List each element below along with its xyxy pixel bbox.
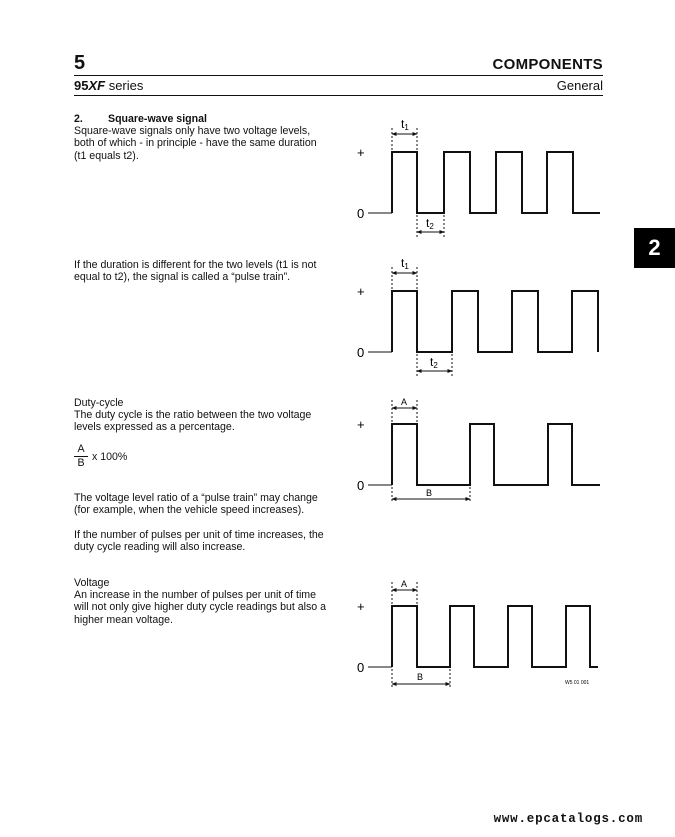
chapter-tab: 2 (634, 228, 675, 268)
voltage-title: Voltage (74, 577, 110, 589)
b-label: B (417, 672, 424, 682)
plus-label: + (357, 599, 365, 614)
b-label: B (426, 488, 433, 498)
plus-label: + (357, 284, 365, 299)
zero-label: 0 (357, 206, 365, 221)
formula-denominator: B (77, 457, 85, 469)
voltage-waveform (392, 606, 598, 667)
paragraph-pulse-train: If the duration is different for the two levels (t1 is not equal to t2), the signal is called a “pulse train”. (74, 259, 317, 284)
a-label: A (401, 397, 408, 407)
duty-cycle-text: The duty cycle is the ratio between the two voltage levels expressed as a percentage. (74, 409, 312, 434)
a-label: A (401, 579, 408, 589)
t2-label: t2 (430, 355, 438, 370)
voltage-text: An increase in the number of pulses per unit of time will not only give higher duty cycle readings but also a higher mean voltage. (74, 589, 327, 626)
pulse-train-waveform (392, 291, 598, 352)
paragraph-ratio-change: The voltage level ratio of a “pulse train” may change (for example, when the vehicle speed increases). (74, 492, 318, 517)
zero-label: 0 (357, 660, 365, 675)
page-number: 5 (74, 52, 86, 74)
t2-label: t2 (426, 216, 434, 231)
paragraph-pulses-increase: If the number of pulses per unit of time increases, the duty cycle reading will also increase. (74, 529, 324, 554)
zero-label: 0 (357, 478, 365, 493)
series-label: 95XF series (74, 78, 144, 93)
zero-label: 0 (357, 345, 365, 360)
duty-cycle-title: Duty-cycle (74, 397, 124, 409)
figure-code: W5 01 001 (565, 680, 590, 686)
diagram-duty-cycle (357, 397, 600, 503)
t1-label: t1 (401, 256, 409, 271)
subsection-title: General (556, 78, 603, 93)
formula-numerator: A (77, 443, 85, 455)
square-waveform (392, 152, 600, 213)
paragraph-square-wave: Square-wave signals only have two voltage levels, both of which - in principle - have the same duration (t1 equals t2). (74, 125, 317, 162)
formula-multiplier: x 100% (92, 450, 128, 463)
section-title: COMPONENTS (492, 56, 603, 73)
t1-label: t1 (401, 117, 409, 132)
watermark-url: www.epcatalogs.com (493, 812, 643, 826)
section-heading: 2. Square-wave signal (74, 113, 207, 125)
plus-label: + (357, 145, 365, 160)
diagram-square-wave (357, 117, 600, 238)
plus-label: + (357, 417, 365, 432)
diagram-voltage (357, 579, 598, 688)
diagram-pulse-train (357, 256, 598, 376)
duty-cycle-waveform (392, 424, 600, 485)
